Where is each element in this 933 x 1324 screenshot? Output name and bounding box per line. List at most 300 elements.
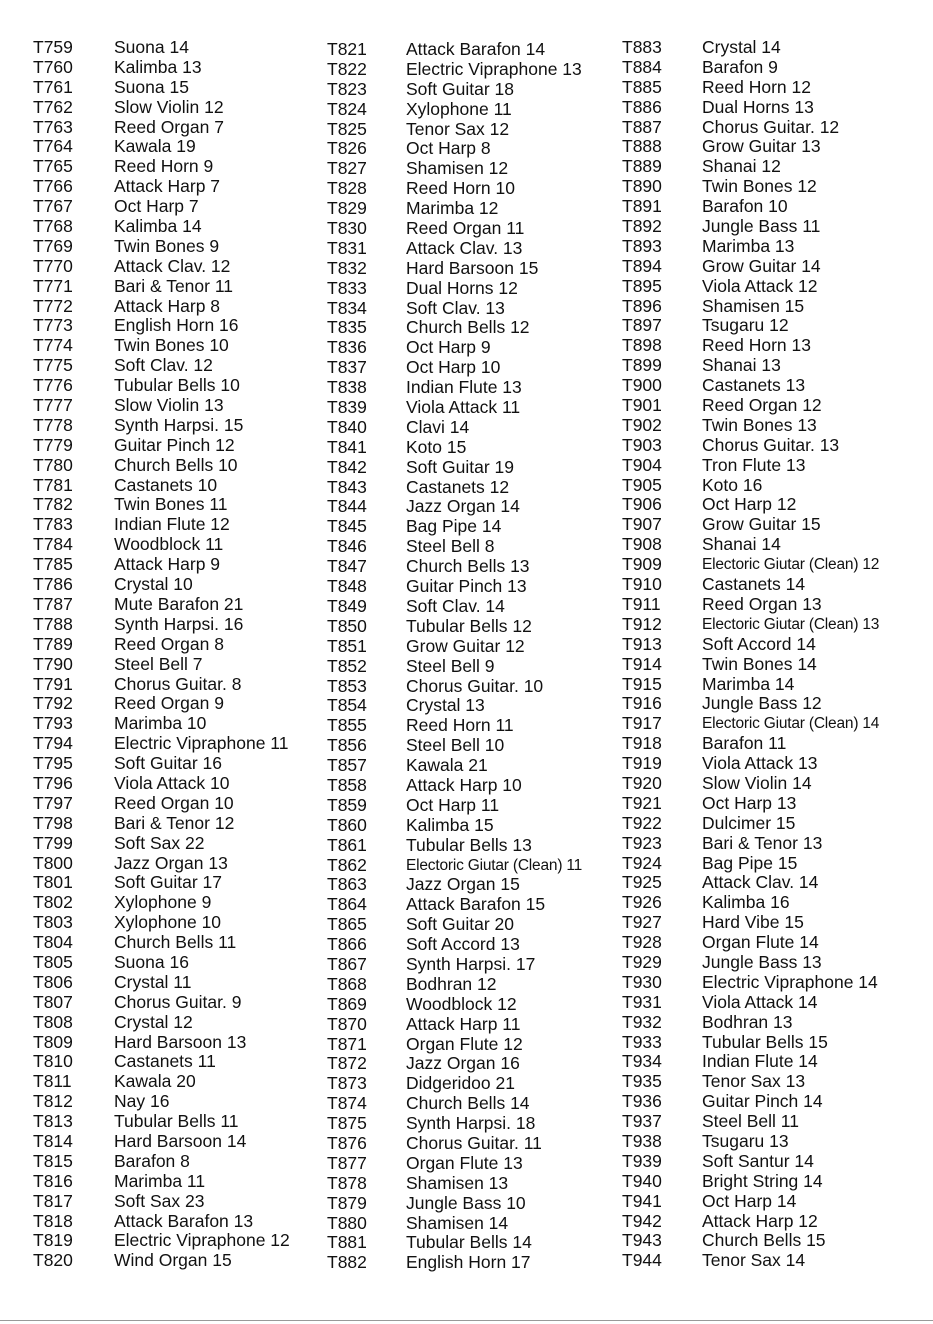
voice-name: Castanets 12 [406, 476, 510, 497]
voice-code: T939 [622, 1150, 662, 1171]
voice-name: Oct Harp 10 [406, 357, 501, 378]
voice-code: T940 [622, 1170, 662, 1191]
voice-code: T787 [33, 593, 73, 614]
voice-code: T780 [33, 454, 73, 475]
voice-name: Organ Flute 12 [406, 1033, 523, 1054]
voice-code: T761 [33, 76, 73, 97]
voice-name: Attack Barafon 15 [406, 894, 546, 915]
voice-code: T813 [33, 1111, 73, 1132]
voice-code: T868 [327, 973, 367, 994]
voice-name: Bodhran 13 [702, 1011, 793, 1032]
voice-name: Electoric Giutar (Clean) 11 [406, 856, 583, 874]
voice-name: Synth Harpsi. 18 [406, 1113, 536, 1134]
voice-name: Crystal 14 [702, 37, 781, 57]
voice-code: T882 [327, 1252, 367, 1273]
voice-name: Viola Attack 11 [406, 397, 521, 418]
voice-name: Indian Flute 14 [702, 1051, 818, 1072]
voice-code: T896 [622, 295, 662, 316]
voice-code: T788 [33, 613, 73, 634]
voice-name: Church Bells 13 [406, 556, 530, 577]
voice-code: T910 [622, 574, 662, 595]
voice-code: T893 [622, 235, 662, 256]
voice-name: Grow Guitar 12 [406, 635, 525, 656]
voice-name: Reed Horn 9 [114, 156, 214, 177]
voice-name: Grow Guitar 14 [702, 255, 821, 276]
voice-name: Dual Horns 12 [406, 277, 518, 298]
voice-code: T798 [33, 812, 73, 833]
voice-name: Tubular Bells 12 [406, 615, 532, 636]
voice-name: Electric Vipraphone 13 [406, 58, 582, 79]
voice-name: Chorus Guitar. 10 [406, 675, 544, 696]
voice-code: T872 [327, 1053, 367, 1074]
voice-name: Oct Harp 7 [114, 196, 199, 217]
voice-name: Shamisen 12 [406, 158, 509, 179]
voice-code: T877 [327, 1152, 367, 1173]
voice-name: Bright String 14 [702, 1170, 823, 1191]
voice-code: T879 [327, 1192, 367, 1213]
voice-name: Soft Santur 14 [702, 1150, 814, 1171]
voice-name: Slow Violin 13 [114, 395, 224, 416]
voice-code: T821 [327, 39, 367, 59]
voice-name: Viola Attack 10 [114, 772, 230, 793]
voice-name: Slow Violin 14 [702, 772, 812, 793]
voice-code: T786 [33, 574, 73, 595]
voice-code: T778 [33, 414, 73, 435]
voice-name: Soft Guitar 16 [114, 753, 222, 774]
voice-code: T782 [33, 494, 73, 515]
voice-name: Kawala 20 [114, 1071, 196, 1092]
voice-code: T864 [327, 894, 367, 915]
voice-code: T808 [33, 1011, 73, 1032]
voice-name: Attack Clav. 12 [114, 255, 231, 276]
voice-code: T803 [33, 912, 73, 933]
voice-code: T931 [622, 991, 662, 1012]
voice-name: Guitar Pinch 12 [114, 434, 235, 455]
voice-name: Attack Harp 10 [406, 774, 522, 795]
voice-name: Tron Flute 13 [702, 454, 806, 475]
voice-name: Crystal 10 [114, 574, 193, 595]
voice-code: T933 [622, 1031, 662, 1052]
voice-code: T832 [327, 257, 367, 278]
voice-code: T779 [33, 434, 73, 455]
voice-code: T848 [327, 576, 367, 597]
voice-code: T772 [33, 295, 73, 316]
voice-code: T909 [622, 554, 662, 575]
voice-name: Jungle Bass 10 [406, 1192, 526, 1213]
voice-code: T810 [33, 1051, 73, 1072]
voice-name: Jazz Organ 15 [406, 874, 520, 895]
voice-code: T871 [327, 1033, 367, 1054]
voice-name: Shanai 14 [702, 534, 781, 555]
voice-code: T880 [327, 1212, 367, 1233]
voice-name: Electoric Giutar (Clean) 14 [702, 715, 880, 733]
voice-name: Oct Harp 9 [406, 337, 491, 358]
voice-code: T812 [33, 1091, 73, 1112]
voice-name: Nay 16 [114, 1091, 170, 1112]
voice-code: T918 [622, 733, 662, 754]
voice-name: Shanai 12 [702, 156, 781, 177]
voice-code: T857 [327, 755, 367, 776]
voice-name: Tenor Sax 14 [702, 1250, 806, 1271]
voice-code: T919 [622, 753, 662, 774]
voice-code: T869 [327, 993, 367, 1014]
voice-code: T818 [33, 1210, 73, 1231]
voice-name: Electoric Giutar (Clean) 12 [702, 556, 880, 574]
voice-name: Soft Guitar 17 [114, 872, 222, 893]
voice-name: Bag Pipe 14 [406, 516, 502, 537]
voice-name: Hard Barsoon 13 [114, 1031, 247, 1052]
voice-code: T838 [327, 377, 367, 398]
voice-name: Bari & Tenor 12 [114, 812, 235, 833]
voice-code: T835 [327, 317, 367, 338]
voice-name: Bag Pipe 15 [702, 852, 798, 873]
voice-name: Shamisen 15 [702, 295, 805, 316]
voice-name: Twin Bones 10 [114, 335, 229, 356]
voice-code: T854 [327, 695, 367, 716]
voice-name: Chorus Guitar. 11 [406, 1132, 542, 1153]
voice-name: Suona 14 [114, 37, 189, 57]
voice-code: T795 [33, 753, 73, 774]
voice-name: Bari & Tenor 13 [702, 832, 823, 853]
voice-code: T855 [327, 715, 367, 736]
voice-name: Tenor Sax 12 [406, 118, 510, 139]
voice-code: T865 [327, 914, 367, 935]
voice-code: T783 [33, 514, 73, 535]
voice-code: T929 [622, 951, 662, 972]
voice-name: Reed Organ 13 [702, 593, 822, 614]
voice-name: Attack Harp 7 [114, 176, 221, 197]
voice-code: T804 [33, 932, 73, 953]
voice-code: T839 [327, 397, 367, 418]
voice-code: T913 [622, 633, 662, 654]
voice-code: T809 [33, 1031, 73, 1052]
voice-name: Marimba 10 [114, 713, 207, 734]
voice-name: Reed Organ 10 [114, 792, 234, 813]
voice-name: Reed Horn 13 [702, 335, 811, 356]
voice-code: T828 [327, 178, 367, 199]
voice-code: T856 [327, 735, 367, 756]
voice-code: T830 [327, 218, 367, 239]
voice-code: T773 [33, 315, 73, 336]
voice-code: T759 [33, 37, 73, 57]
voice-code: T852 [327, 655, 367, 676]
voice-code: T827 [327, 158, 367, 179]
voice-code: T825 [327, 118, 367, 139]
voice-name: Crystal 13 [406, 695, 485, 716]
voice-name: Dulcimer 15 [702, 812, 796, 833]
voice-code: T926 [622, 892, 662, 913]
voice-code: T769 [33, 235, 73, 256]
voice-name: Church Bells 15 [702, 1230, 826, 1251]
voice-code: T921 [622, 792, 662, 813]
voice-name: Crystal 12 [114, 1011, 193, 1032]
voice-name: Tubular Bells 13 [406, 834, 532, 855]
voice-name: Castanets 14 [702, 574, 806, 595]
voice-code: T923 [622, 832, 662, 853]
voice-code: T850 [327, 615, 367, 636]
voice-code: T837 [327, 357, 367, 378]
voice-name: Organ Flute 13 [406, 1152, 523, 1173]
voice-code: T903 [622, 434, 662, 455]
voice-name: Tenor Sax 13 [702, 1071, 806, 1092]
voice-name: Synth Harpsi. 16 [114, 613, 244, 634]
voice-name: Kalimba 13 [114, 56, 202, 77]
voice-name: Twin Bones 13 [702, 414, 817, 435]
voice-name: Soft Accord 13 [406, 934, 520, 955]
voice-name: Attack Harp 12 [702, 1210, 818, 1231]
voice-code: T834 [327, 297, 367, 318]
voice-name: Reed Organ 8 [114, 633, 224, 654]
voice-code: T878 [327, 1172, 367, 1193]
voice-code: T928 [622, 932, 662, 953]
voice-name: Bari & Tenor 11 [114, 275, 234, 296]
voice-code: T920 [622, 772, 662, 793]
voice-name: Hard Barsoon 14 [114, 1130, 247, 1151]
voice-code: T876 [327, 1132, 367, 1153]
voice-code: T917 [622, 713, 662, 734]
voice-code: T888 [622, 136, 662, 157]
voice-code: T793 [33, 713, 73, 734]
voice-code: T916 [622, 693, 662, 714]
voice-name: Attack Harp 9 [114, 554, 221, 575]
voice-name: Kawala 19 [114, 136, 196, 157]
voice-name: Grow Guitar 15 [702, 514, 821, 535]
voice-code: T842 [327, 456, 367, 477]
voice-name: Steel Bell 7 [114, 653, 203, 674]
voice-code: T906 [622, 494, 662, 515]
voice-code: T904 [622, 454, 662, 475]
voice-name: Chorus Guitar. 9 [114, 991, 242, 1012]
voice-code: T826 [327, 138, 367, 159]
voice-code: T763 [33, 116, 73, 137]
voice-name: Jazz Organ 14 [406, 496, 520, 517]
voice-code: T785 [33, 554, 73, 575]
voice-code: T816 [33, 1170, 73, 1191]
voice-code: T889 [622, 156, 662, 177]
voice-name: Hard Barsoon 15 [406, 257, 539, 278]
voice-name: Soft Guitar 19 [406, 456, 514, 477]
voice-name: Twin Bones 11 [114, 494, 228, 515]
voice-name: Tubular Bells 10 [114, 375, 240, 396]
voice-code: T766 [33, 176, 73, 197]
voice-name: Twin Bones 14 [702, 653, 817, 674]
voice-code: T791 [33, 673, 73, 694]
voice-code: T881 [327, 1232, 367, 1253]
voice-name: English Horn 17 [406, 1252, 531, 1273]
voice-code: T800 [33, 852, 73, 873]
voice-name: Xylophone 10 [114, 912, 222, 933]
voice-name: Reed Horn 10 [406, 178, 515, 199]
voice-name: Barafon 10 [702, 196, 788, 217]
voice-name: Slow Violin 12 [114, 96, 224, 117]
voice-code: T762 [33, 96, 73, 117]
voice-code: T907 [622, 514, 662, 535]
voice-name: Marimba 14 [702, 673, 795, 694]
voice-name: Shanai 13 [702, 355, 781, 376]
voice-code: T897 [622, 315, 662, 336]
voice-name: Jazz Organ 16 [406, 1053, 520, 1074]
voice-code: T934 [622, 1051, 662, 1072]
voice-name: Clavi 14 [406, 416, 470, 437]
voice-code: T797 [33, 792, 73, 813]
voice-code: T870 [327, 1013, 367, 1034]
voice-name: Guitar Pinch 14 [702, 1091, 823, 1112]
voice-code: T936 [622, 1091, 662, 1112]
voice-name: Koto 15 [406, 436, 467, 457]
voice-name: Twin Bones 12 [702, 176, 817, 197]
voice-name: Barafon 9 [702, 56, 778, 77]
voice-code: T900 [622, 375, 662, 396]
voice-code: T831 [327, 237, 367, 258]
voice-name: Synth Harpsi. 15 [114, 414, 244, 435]
voice-name: Attack Harp 11 [406, 1013, 521, 1034]
voice-code: T801 [33, 872, 73, 893]
voice-code: T867 [327, 953, 367, 974]
voice-name: Grow Guitar 13 [702, 136, 821, 157]
voice-code: T902 [622, 414, 662, 435]
voice-code: T943 [622, 1230, 662, 1251]
voice-name: Attack Barafon 14 [406, 39, 546, 59]
voice-code: T873 [327, 1073, 367, 1094]
voice-code: T765 [33, 156, 73, 177]
voice-code: T814 [33, 1130, 73, 1151]
voice-code: T833 [327, 277, 367, 298]
voice-code: T935 [622, 1071, 662, 1092]
voice-code: T924 [622, 852, 662, 873]
voice-code: T836 [327, 337, 367, 358]
voice-name: Church Bells 14 [406, 1093, 530, 1114]
voice-code: T860 [327, 814, 367, 835]
voice-name: Hard Vibe 15 [702, 912, 804, 933]
voice-name: Shamisen 14 [406, 1212, 509, 1233]
voice-name: Didgeridoo 21 [406, 1073, 515, 1094]
voice-name: Oct Harp 14 [702, 1190, 797, 1211]
voice-name: Church Bells 11 [114, 932, 237, 953]
voice-name: Attack Barafon 13 [114, 1210, 254, 1231]
voice-code: T859 [327, 794, 367, 815]
voice-name: Crystal 11 [114, 971, 192, 992]
voice-name: Tubular Bells 14 [406, 1232, 532, 1253]
voice-code: T930 [622, 971, 662, 992]
voice-name: Indian Flute 12 [114, 514, 230, 535]
voice-code: T932 [622, 1011, 662, 1032]
voice-code: T847 [327, 556, 367, 577]
voice-code: T901 [622, 395, 662, 416]
voice-name: Chorus Guitar. 13 [702, 434, 840, 455]
voice-name: Barafon 11 [702, 733, 787, 754]
voice-name: Chorus Guitar. 8 [114, 673, 242, 694]
voice-code: T760 [33, 56, 73, 77]
voice-name: Jazz Organ 13 [114, 852, 228, 873]
voice-code: T861 [327, 834, 367, 855]
voice-name: Kawala 21 [406, 755, 488, 776]
voice-name: Tubular Bells 15 [702, 1031, 828, 1052]
voice-name: Kalimba 16 [702, 892, 790, 913]
voice-code: T885 [622, 76, 662, 97]
voice-code: T775 [33, 355, 73, 376]
voice-name: Viola Attack 12 [702, 275, 818, 296]
voice-code: T807 [33, 991, 73, 1012]
voice-name: Kalimba 14 [114, 216, 202, 237]
voice-name: Reed Organ 7 [114, 116, 224, 137]
voice-name: Jungle Bass 11 [702, 216, 821, 237]
voice-name: Woodblock 12 [406, 993, 517, 1014]
voice-name: Oct Harp 13 [702, 792, 797, 813]
voice-code: T874 [327, 1093, 367, 1114]
voice-code: T942 [622, 1210, 662, 1231]
voice-code: T925 [622, 872, 662, 893]
voice-name: Oct Harp 11 [406, 794, 500, 815]
voice-name: Church Bells 12 [406, 317, 530, 338]
voice-name: Mute Barafon 21 [114, 593, 244, 614]
voice-code: T886 [622, 96, 662, 117]
voice-code: T771 [33, 275, 73, 296]
voice-code: T824 [327, 98, 367, 119]
voice-code: T815 [33, 1150, 73, 1171]
voice-code: T796 [33, 772, 73, 793]
voice-name: Xylophone 11 [406, 98, 512, 119]
voice-code: T768 [33, 216, 73, 237]
voice-name: Marimba 13 [702, 235, 795, 256]
voice-name: Castanets 11 [114, 1051, 216, 1072]
voice-code: T862 [327, 854, 367, 875]
voice-name: Reed Organ 9 [114, 693, 224, 714]
voice-name: Electoric Giutar (Clean) 13 [702, 615, 880, 633]
voice-code: T764 [33, 136, 73, 157]
voice-code: T899 [622, 355, 662, 376]
voice-code: T823 [327, 78, 367, 99]
voice-name: Reed Horn 12 [702, 76, 811, 97]
voice-name: Marimba 11 [114, 1170, 206, 1191]
voice-code: T767 [33, 196, 73, 217]
voice-name: Castanets 13 [702, 375, 806, 396]
voice-name: Organ Flute 14 [702, 932, 819, 953]
voice-name: Soft Accord 14 [702, 633, 816, 654]
voice-code: T866 [327, 934, 367, 955]
voice-code: T853 [327, 675, 367, 696]
voice-name: Suona 16 [114, 951, 189, 972]
voice-code: T895 [622, 275, 662, 296]
voice-code: T790 [33, 653, 73, 674]
voice-code: T863 [327, 874, 367, 895]
voice-name: Suona 15 [114, 76, 189, 97]
voice-code: T794 [33, 733, 73, 754]
voice-name: Soft Guitar 18 [406, 78, 514, 99]
voice-code: T922 [622, 812, 662, 833]
voice-name: Barafon 8 [114, 1150, 190, 1171]
voice-name: Attack Clav. 13 [406, 237, 523, 258]
voice-code: T777 [33, 395, 73, 416]
voice-code: T890 [622, 176, 662, 197]
voice-code: T891 [622, 196, 662, 217]
voice-name: Soft Guitar 20 [406, 914, 514, 935]
voice-code: T849 [327, 595, 367, 616]
voice-code: T811 [33, 1071, 72, 1092]
voice-code: T820 [33, 1250, 73, 1271]
voice-name: Steel Bell 10 [406, 735, 505, 756]
voice-code: T851 [327, 635, 367, 656]
voice-code: T781 [33, 474, 73, 495]
voice-code: T774 [33, 335, 73, 356]
voice-name: Soft Clav. 14 [406, 595, 505, 616]
voice-name: Koto 16 [702, 474, 763, 495]
voice-code: T844 [327, 496, 367, 517]
voice-name: Xylophone 9 [114, 892, 212, 913]
voice-name: Soft Sax 23 [114, 1190, 205, 1211]
voice-code: T802 [33, 892, 73, 913]
voice-name: Tsugaru 13 [702, 1130, 789, 1151]
voice-code: T884 [622, 56, 662, 77]
